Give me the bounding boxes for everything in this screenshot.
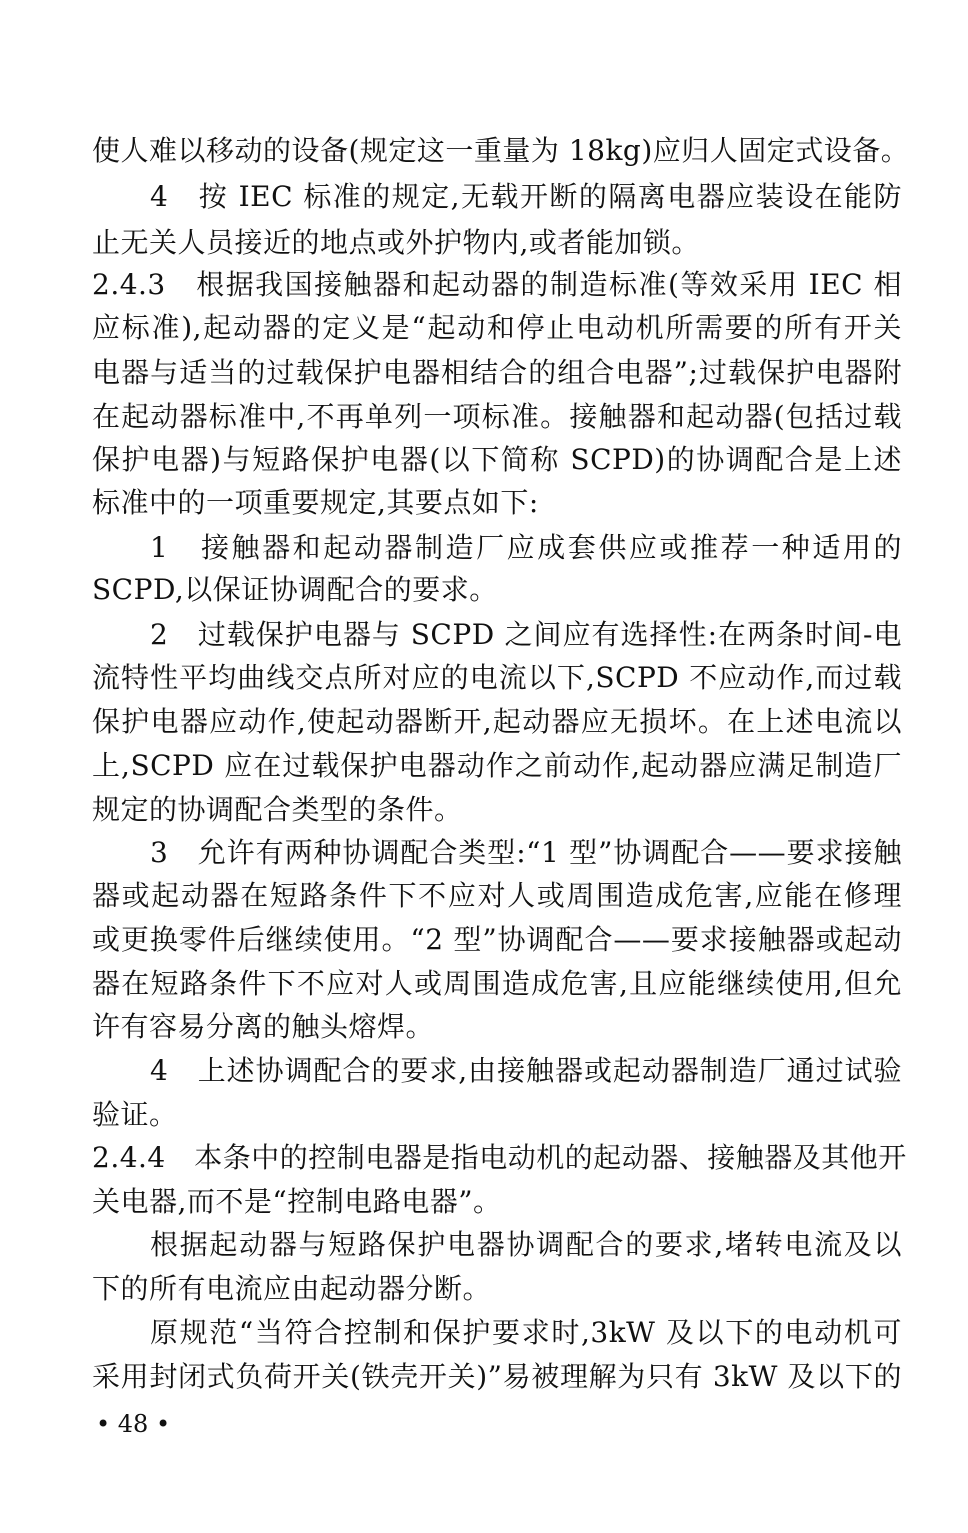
page-number: • 48 •: [96, 1410, 171, 1438]
text-line: 2.4.3 根据我国接触器和起动器的制造标准(等效采用 IEC 相: [92, 268, 902, 301]
text-line: 验证。: [92, 1098, 178, 1131]
text-line: 使人难以移动的设备(规定这一重量为 18kg)应归人固定式设备。: [92, 134, 910, 167]
text-line: 流特性平均曲线交点所对应的电流以下,SCPD 不应动作,而过载: [92, 661, 902, 694]
text-line: 4 上述协调配合的要求,由接触器或起动器制造厂通过试验: [150, 1054, 902, 1087]
text-line: SCPD,以保证协调配合的要求。: [92, 573, 498, 606]
text-line: 保护电器)与短路保护电器(以下简称 SCPD)的协调配合是上述: [92, 443, 902, 476]
text-line: 关电器,而不是“控制电路电器”。: [92, 1185, 502, 1218]
text-line: 器在短路条件下不应对人或周围造成危害,且应能继续使用,但允: [92, 967, 902, 1000]
text-line: 4 按 IEC 标准的规定,无载开断的隔离电器应装设在能防: [150, 180, 902, 213]
text-line: 器或起动器在短路条件下不应对人或周围造成危害,应能在修理: [92, 879, 902, 912]
text-line: 标准中的一项重要规定,其要点如下:: [92, 486, 539, 519]
text-line: 或更换零件后继续使用。“2 型”协调配合——要求接触器或起动: [92, 923, 902, 956]
text-line: 电器与适当的过载保护电器相结合的组合电器”;过载保护电器附: [92, 356, 902, 389]
text-line: 应标准),起动器的定义是“起动和停止电动机所需要的所有开关: [92, 311, 902, 344]
text-line: 3 允许有两种协调配合类型:“1 型”协调配合——要求接触: [150, 836, 902, 869]
text-line: 原规范“当符合控制和保护要求时,3kW 及以下的电动机可: [150, 1316, 902, 1349]
text-line: 上,SCPD 应在过载保护电器动作之前动作,起动器应满足制造厂: [92, 749, 902, 782]
text-line: 下的所有电流应由起动器分断。: [92, 1272, 492, 1305]
text-line: 1 接触器和起动器制造厂应成套供应或推荐一种适用的: [150, 531, 902, 564]
text-line: 在起动器标准中,不再单列一项标准。接触器和起动器(包括过载: [92, 400, 902, 433]
text-line: 采用封闭式负荷开关(铁壳开关)”易被理解为只有 3kW 及以下的: [92, 1360, 902, 1393]
text-line: 保护电器应动作,使起动器断开,起动器应无损坏。在上述电流以: [92, 705, 902, 738]
text-line: 止无关人员接近的地点或外护物内,或者能加锁。: [92, 226, 700, 259]
text-line: 根据起动器与短路保护电器协调配合的要求,堵转电流及以: [150, 1228, 902, 1261]
text-line: 规定的协调配合类型的条件。: [92, 793, 463, 826]
text-line: 许有容易分离的触头熔焊。: [92, 1010, 435, 1043]
text-line: 2.4.4 本条中的控制电器是指电动机的起动器、接触器及其他开: [92, 1141, 907, 1174]
text-line: 2 过载保护电器与 SCPD 之间应有选择性:在两条时间-电: [150, 618, 902, 651]
